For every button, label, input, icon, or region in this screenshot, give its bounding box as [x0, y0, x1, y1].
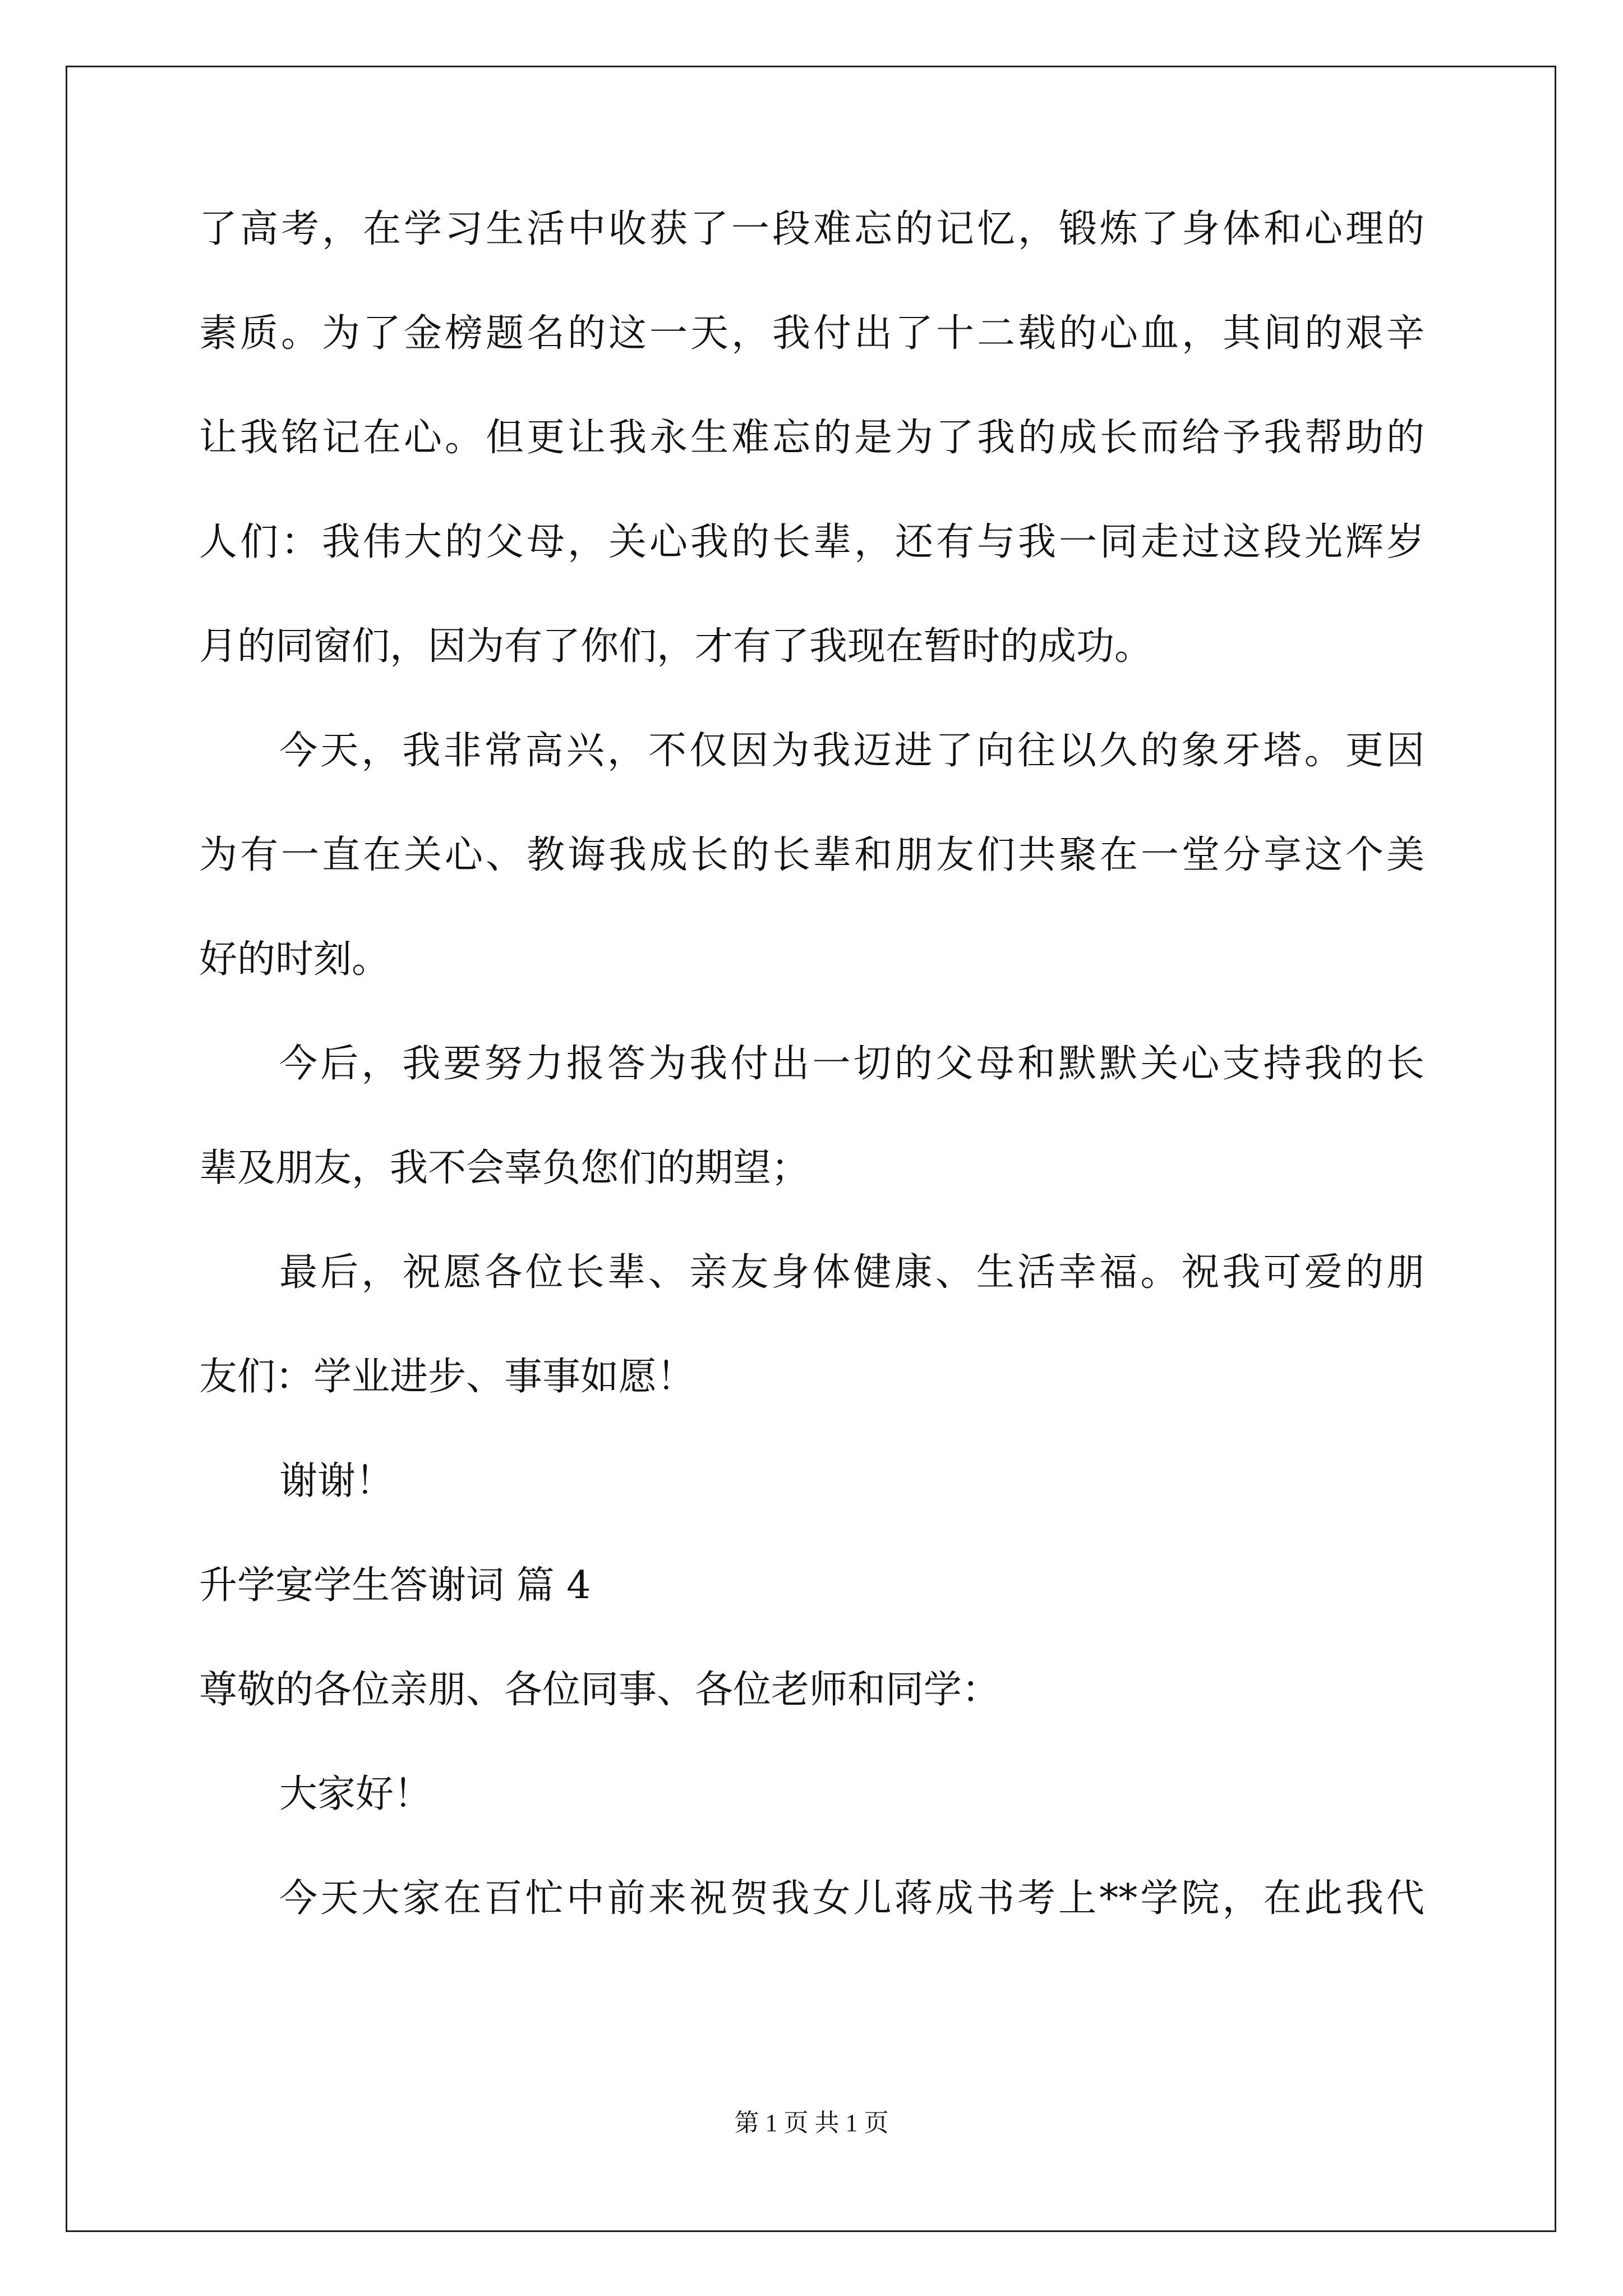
paragraph-line: 最后，祝愿各位长辈、亲友身体健康、生活幸福。祝我可爱的朋 — [279, 1250, 1424, 1295]
paragraph-line: 好的时刻。 — [199, 937, 390, 982]
document-body — [199, 202, 1424, 1976]
paragraph-line: 人们：我伟大的父母，关心我的长辈，还有与我一同走过这段光辉岁 — [199, 520, 1424, 564]
paragraph-line: 让我铭记在心。但更让我永生难忘的是为了我的成长而给予我帮助的 — [199, 416, 1424, 460]
paragraph-line: 谢谢！ — [279, 1459, 394, 1503]
paragraph-line: 今天，我非常高兴，不仅因为我迈进了向往以久的象牙塔。更因 — [279, 729, 1424, 773]
paragraph-line: 了高考，在学习生活中收获了一段难忘的记忆，锻炼了身体和心理的 — [199, 207, 1424, 251]
paragraph-line: 月的同窗们，因为有了你们，才有了我现在暂时的成功。 — [199, 624, 1153, 669]
paragraph-line: 辈及朋友，我不会辜负您们的期望； — [199, 1146, 810, 1190]
paragraph-line: 友们：学业进步、事事如愿！ — [199, 1355, 695, 1399]
paragraph-line: 素质。为了金榜题名的这一天，我付出了十二载的心血，其间的艰辛 — [199, 311, 1424, 356]
paragraph-line: 今天大家在百忙中前来祝贺我女儿蒋成书考上**学院，在此我代 — [279, 1876, 1424, 1921]
greeting: 大家好！ — [279, 1772, 432, 1816]
section-heading: 升学宴学生答谢词 篇 4 — [199, 1563, 591, 1608]
page-number-footer: 第 1 页 共 1 页 — [734, 2109, 889, 2137]
paragraph-line: 今后，我要努力报答为我付出一切的父母和默默关心支持我的长 — [279, 1042, 1424, 1086]
paragraph-line: 为有一直在关心、教诲我成长的长辈和朋友们共聚在一堂分享这个美 — [199, 833, 1424, 877]
salutation: 尊敬的各位亲朋、各位同事、各位老师和同学： — [199, 1668, 1000, 1712]
